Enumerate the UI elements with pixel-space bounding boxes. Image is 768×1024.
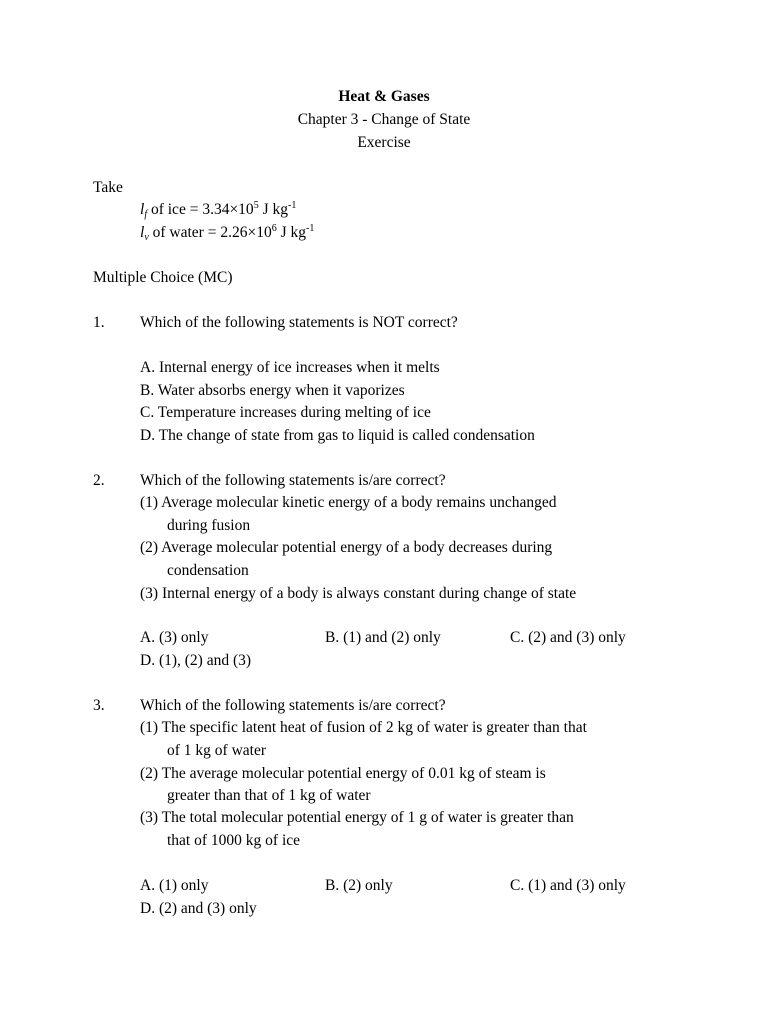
question-1-text: Which of the following statements is NOT correct? [140, 314, 458, 331]
lf-exponent: 5 [253, 200, 259, 211]
lf-text: of ice = 3.34×10 [147, 201, 254, 218]
constant-lv [140, 223, 314, 243]
question-3-statement-3: (3) The total molecular potential energy of 1 g of water is greater than [140, 809, 574, 826]
question-2-statement-2-cont: condensation [167, 562, 249, 579]
lf-symbol: l [140, 201, 145, 218]
lf-unit-exponent: -1 [287, 200, 297, 211]
question-2-statement-1-cont: during fusion [167, 517, 251, 534]
question-3-number: 3. [93, 697, 105, 714]
question-2-option-d: D. (1), (2) and (3) [140, 652, 252, 669]
question-3-statement-1: (1) The specific latent heat of fusion of 2 kg of water is greater than that [140, 719, 587, 736]
exercise-heading: Exercise [357, 134, 411, 151]
question-3-option-c: C. (1) and (3) only [510, 877, 626, 894]
section-title: Multiple Choice (MC) [93, 269, 233, 286]
lf-unit: J kg [258, 201, 288, 218]
question-3-option-b: B. (2) only [325, 877, 393, 894]
document-title: Heat & Gases [338, 88, 430, 105]
chapter-heading: Chapter 3 - Change of State [297, 111, 471, 128]
question-3-statement-1-cont: of 1 kg of water [167, 742, 266, 759]
question-1-option-a: A. Internal energy of ice increases when it melts [140, 359, 440, 376]
question-2-statement-3: (3) Internal energy of a body is always constant during change of state [140, 585, 577, 602]
lf-subscript: f [144, 209, 148, 220]
lv-subscript: v [144, 232, 149, 243]
question-3-option-d: D. (2) and (3) only [140, 900, 257, 917]
question-1-option-d: D. The change of state from gas to liquid is called condensation [140, 427, 535, 444]
constant-lf [140, 200, 296, 220]
lv-text: of water = 2.26×10 [148, 224, 272, 241]
lv-unit: J kg [276, 224, 307, 241]
question-3-statement-3-cont: that of 1000 kg of ice [167, 832, 301, 849]
question-2-option-b: B. (1) and (2) only [325, 629, 441, 646]
question-1-option-b: B. Water absorbs energy when it vaporizes [140, 382, 405, 399]
question-2-option-a: A. (3) only [140, 629, 209, 646]
question-2-text: Which of the following statements is/are correct? [140, 472, 446, 489]
lv-unit-exponent: -1 [306, 223, 315, 234]
question-1-number: 1. [93, 314, 105, 331]
question-1-option-c: C. Temperature increases during melting of ice [140, 404, 431, 421]
lv-exponent: 6 [271, 223, 277, 234]
question-2-option-c: C. (2) and (3) only [510, 629, 626, 646]
question-2-number: 2. [93, 472, 105, 489]
question-2-statement-1: (1) Average molecular kinetic energy of a body remains unchanged [140, 494, 557, 511]
constants-intro: Take [93, 179, 123, 196]
question-2-statement-2: (2) Average molecular potential energy of a body decreases during [140, 539, 553, 556]
question-3-statement-2-cont: greater than that of 1 kg of water [167, 787, 371, 804]
question-3-option-a: A. (1) only [140, 877, 209, 894]
lv-symbol: l [140, 224, 145, 241]
question-3-statement-2: (2) The average molecular potential energy of 0.01 kg of steam is [140, 765, 546, 782]
question-3-text: Which of the following statements is/are correct? [140, 697, 446, 714]
